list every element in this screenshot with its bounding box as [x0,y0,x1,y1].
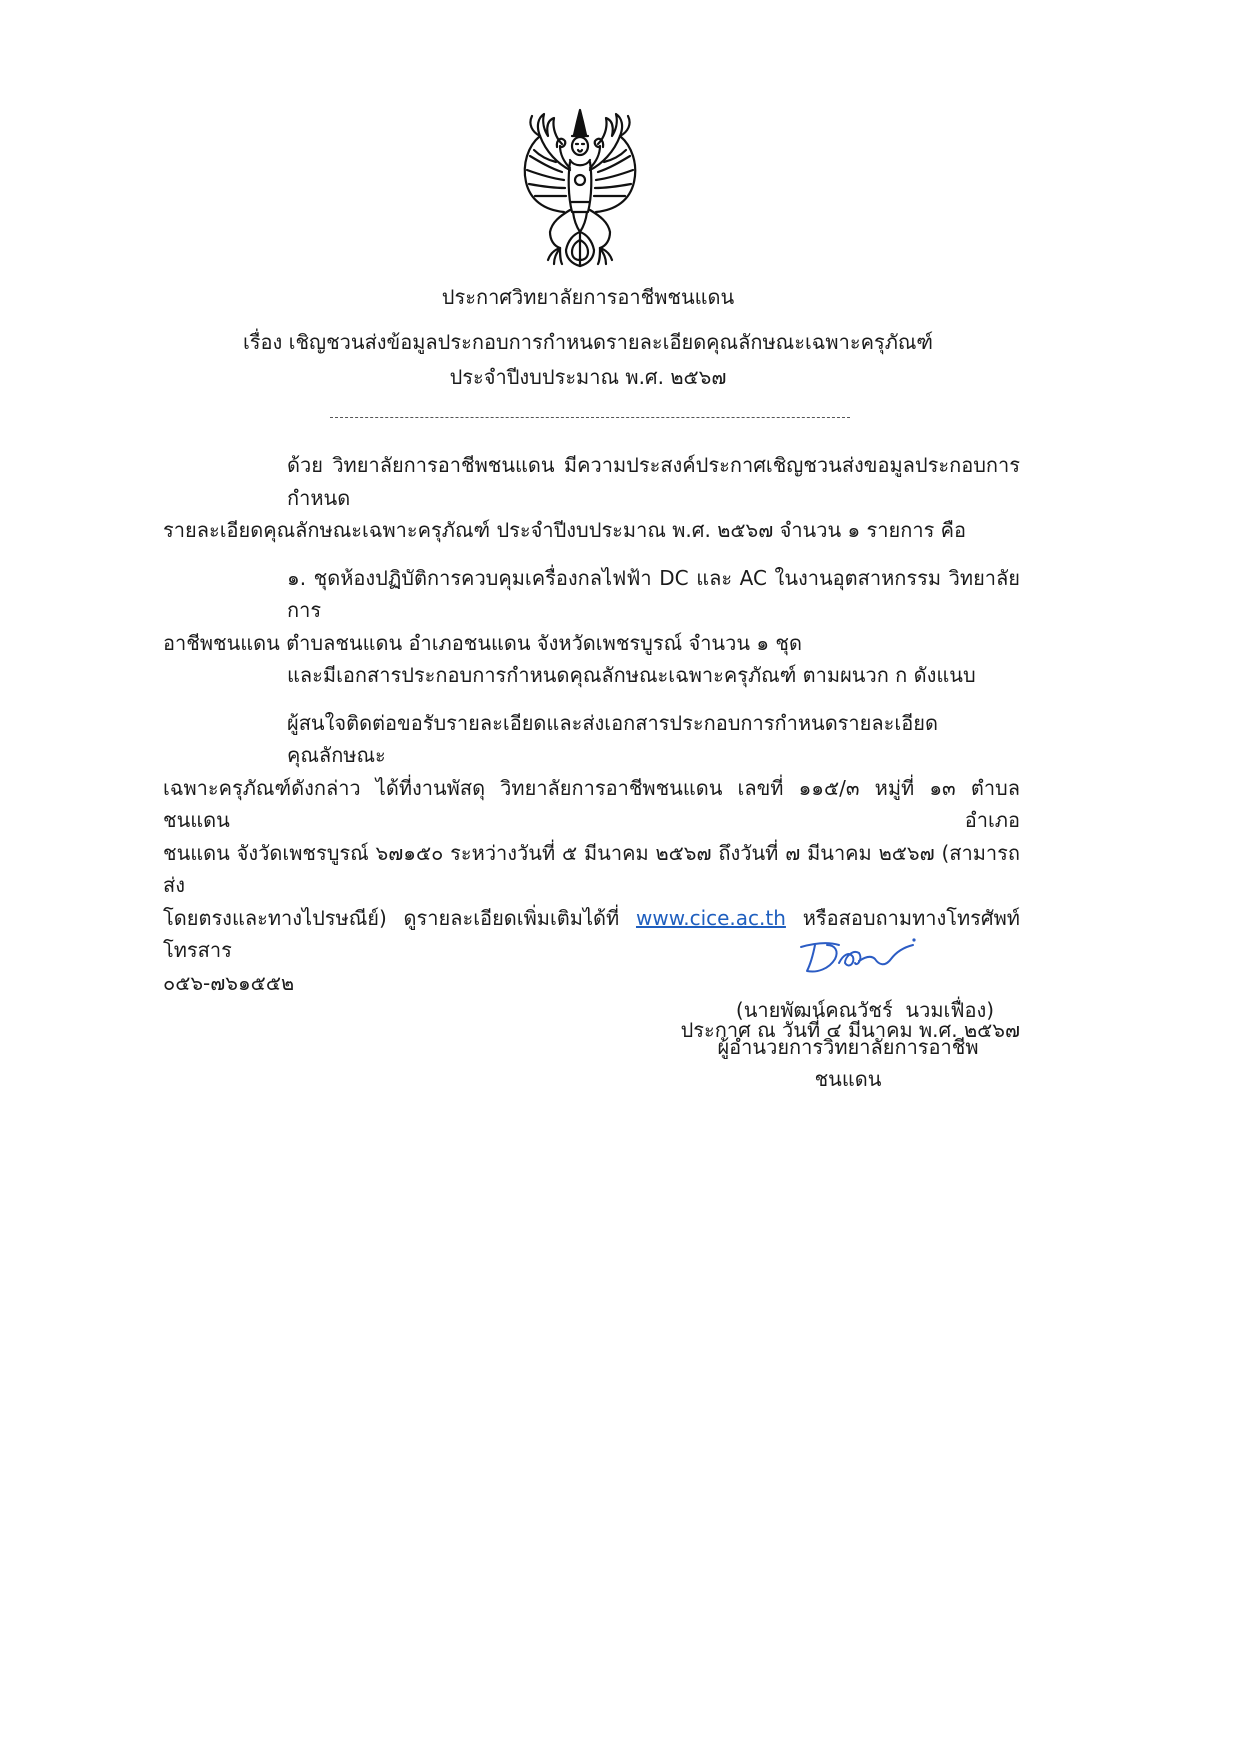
paragraph-line: ผู้สนใจติดต่อขอรับรายละเอียดและส่งเอกสารประกอบการกำหนดรายละเอียดคุณลักษณะ [287,710,938,767]
paragraph-line: เฉพาะครุภัณฑ์ดังกล่าว ได้ที่งานพัสดุ วิทยาลัยการอาชีพชนแดน เลขที่ ๑๑๕/๓ หมู่ที่ ๑๓ ตำบลชนแดน อำเภอ [163,775,1020,832]
line-text: หรือสอบถามทางโทรศัพท์ โทรสาร [163,905,1020,962]
signer-position: ผู้อำนวยการวิทยาลัยการอาชีพชนแดน [717,1035,979,1091]
website-link[interactable]: www.cice.ac.th [635,905,786,930]
list-item-continuation: อาชีพชนแดน ตำบลชนแดน อำเภอชนแดน จังหวัดเพชรบูรณ์ จำนวน ๑ ชุด [163,630,802,655]
signer-name: (นายพัฒน์คณวัชร์ นวมเฟื่อง) [735,998,995,1022]
phone-fax-number: ๐๕๖-๗๖๑๕๕๒ [163,970,295,995]
paragraph-line: ด้วย วิทยาลัยการอาชีพชนแดน มีความประสงค์ประกาศเชิญชวนส่งขอมูลประกอบการกำหนด [287,453,1020,510]
signature-image [795,933,920,983]
intro-paragraph [163,449,1020,547]
announcement-subject: เรื่อง เชิญชวนส่งข้อมูลประกอบการกำหนดรายละเอียดคุณลักษณะเฉพาะครุภัณฑ์ [242,330,934,354]
announcement-date: ประกาศ ณ วันที่ ๔ มีนาคม พ.ศ. ๒๕๖๗ [680,1018,1020,1042]
list-item: ๑. ชุดห้องปฏิบัติการควบคุมเครื่องกลไฟฟ้า DC และ AC ในงานอุตสาหกรรม วิทยาลัยการ [287,565,1020,622]
announcement-title: ประกาศวิทยาลัยการอาชีพชนแดน [441,285,735,309]
fiscal-year-line: ประจำปีงบประมาณ พ.ศ. ๒๕๖๗ [449,365,727,389]
paragraph-line: รายละเอียดคุณลักษณะเฉพาะครุภัณฑ์ ประจำปีงบประมาณ พ.ศ. ๒๕๖๗ จำนวน ๑ รายการ คือ [163,518,967,542]
paragraph-line: ชนแดน จังวัดเพชรบูรณ์ ๖๗๑๕๐ ระหว่างวันที่ ๕ มีนาคม ๒๕๖๗ ถึงวันที่ ๗ มีนาคม ๒๕๖๗ (สามารถส่ง [163,840,1021,897]
line-text: โดยตรงและทางไปรษณีย์) ดูรายละเอียดเพิ่มเติมได้ที่ [163,905,636,930]
dashed-divider [330,417,850,418]
item-list [163,562,1020,692]
announcement-header [163,281,1013,393]
attachment-note: และมีเอกสารประกอบการกำหนดคุณลักษณะเฉพาะครุภัณฑ์ ตามผนวก ก ดังแนบ [287,663,976,687]
garuda-emblem-icon [510,106,650,272]
